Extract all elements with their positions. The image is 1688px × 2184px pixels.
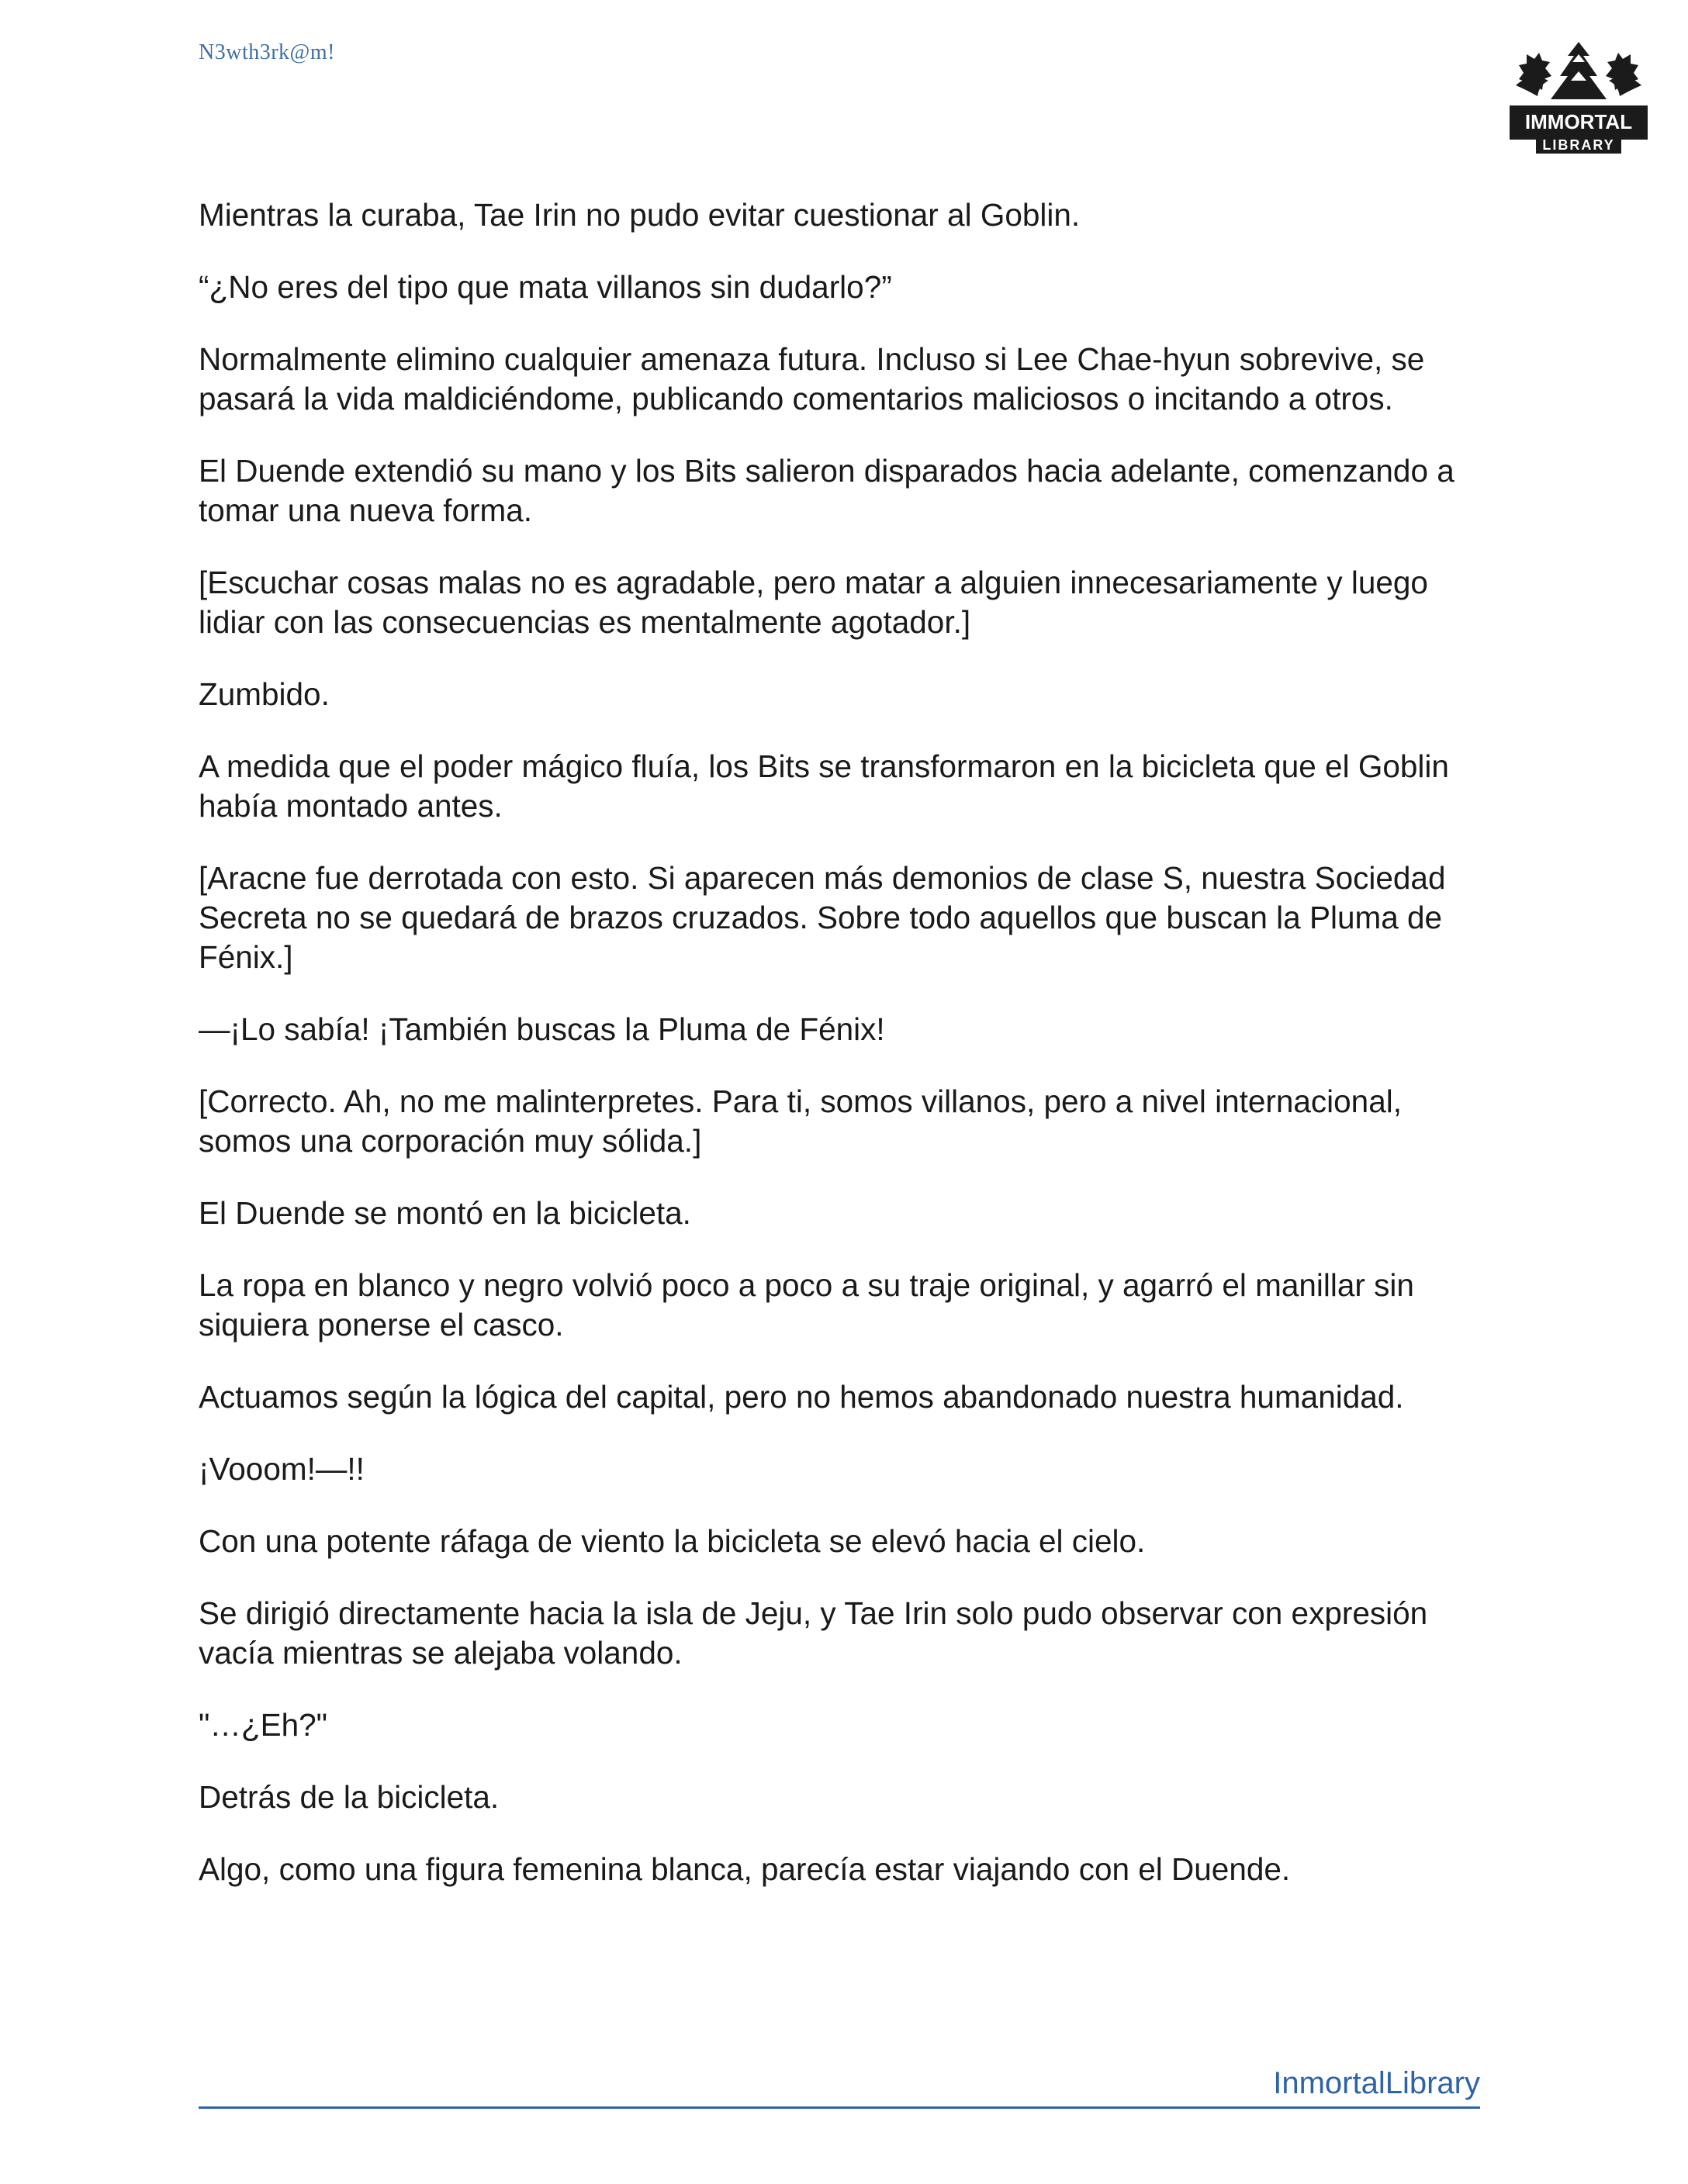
paragraph: La ropa en blanco y negro volvió poco a poco a su traje original, y agarró el manillar sin siquiera ponerse el casco. xyxy=(199,1267,1414,1343)
paragraph: —¡Lo sabía! ¡También buscas la Pluma de Fénix! xyxy=(199,1011,885,1047)
immortal-library-logo xyxy=(1505,31,1652,163)
footer-library-link[interactable]: InmortalLibrary xyxy=(199,2060,1480,2109)
paragraph: Con una potente ráfaga de viento la bicicleta se elevó hacia el cielo. xyxy=(199,1523,1146,1559)
paragraph: Se dirigió directamente hacia la isla de Jeju, y Tae Irin solo pudo observar con expresión vacía mientras se alejaba volando. xyxy=(199,1595,1428,1671)
paragraph: [Aracne fue derrotada con esto. Si aparecen más demonios de clase S, nuestra Sociedad Secreta no se quedará de brazos cruzados. Sobre todo aquellos que buscan la Pluma de Fénix.] xyxy=(199,860,1446,975)
paragraph: Detrás de la bicicleta. xyxy=(199,1779,500,1815)
logo-title-line2: LIBRARY xyxy=(1542,137,1615,153)
paragraph: [Correcto. Ah, no me malinterpretes. Para ti, somos villanos, pero a nivel internacional, somos una corporación muy sólida.] xyxy=(199,1083,1402,1159)
paragraph: Algo, como una figura femenina blanca, parecía estar viajando con el Duende. xyxy=(199,1851,1291,1887)
paragraph: "…¿Eh?" xyxy=(199,1707,328,1743)
paragraph: ¡Vooom!—!! xyxy=(199,1451,365,1487)
paragraph: [Escuchar cosas malas no es agradable, pero matar a alguien innecesariamente y luego lidiar con las consecuencias es mentalmente agotador.] xyxy=(199,565,1428,640)
paragraph: Mientras la curaba, Tae Irin no pudo evitar cuestionar al Goblin. xyxy=(199,197,1081,233)
paragraph: El Duende extendió su mano y los Bits salieron disparados hacia adelante, comenzando a tomar una nueva forma. xyxy=(199,453,1455,528)
logo-emblem-icon xyxy=(1505,31,1652,163)
paragraph: Zumbido. xyxy=(199,676,330,712)
paragraph: “¿No eres del tipo que mata villanos sin dudarlo?” xyxy=(199,269,892,305)
watermark-text: N3wth3rk@m! xyxy=(199,40,335,64)
paragraph: A medida que el poder mágico fluía, los Bits se transformaron en la bicicleta que el Goblin había montado antes. xyxy=(199,748,1449,824)
paragraph: Actuamos según la lógica del capital, pero no hemos abandonado nuestra humanidad. xyxy=(199,1379,1404,1415)
paragraph: El Duende se montó en la bicicleta. xyxy=(199,1195,691,1231)
chapter-body xyxy=(199,195,1502,1922)
logo-title-line1: IMMORTAL xyxy=(1524,110,1633,133)
paragraph: Normalmente elimino cualquier amenaza futura. Incluso si Lee Chae-hyun sobrevive, se pasará la vida maldiciéndome, publicando comentarios maliciosos o incitando a otros. xyxy=(199,341,1425,416)
